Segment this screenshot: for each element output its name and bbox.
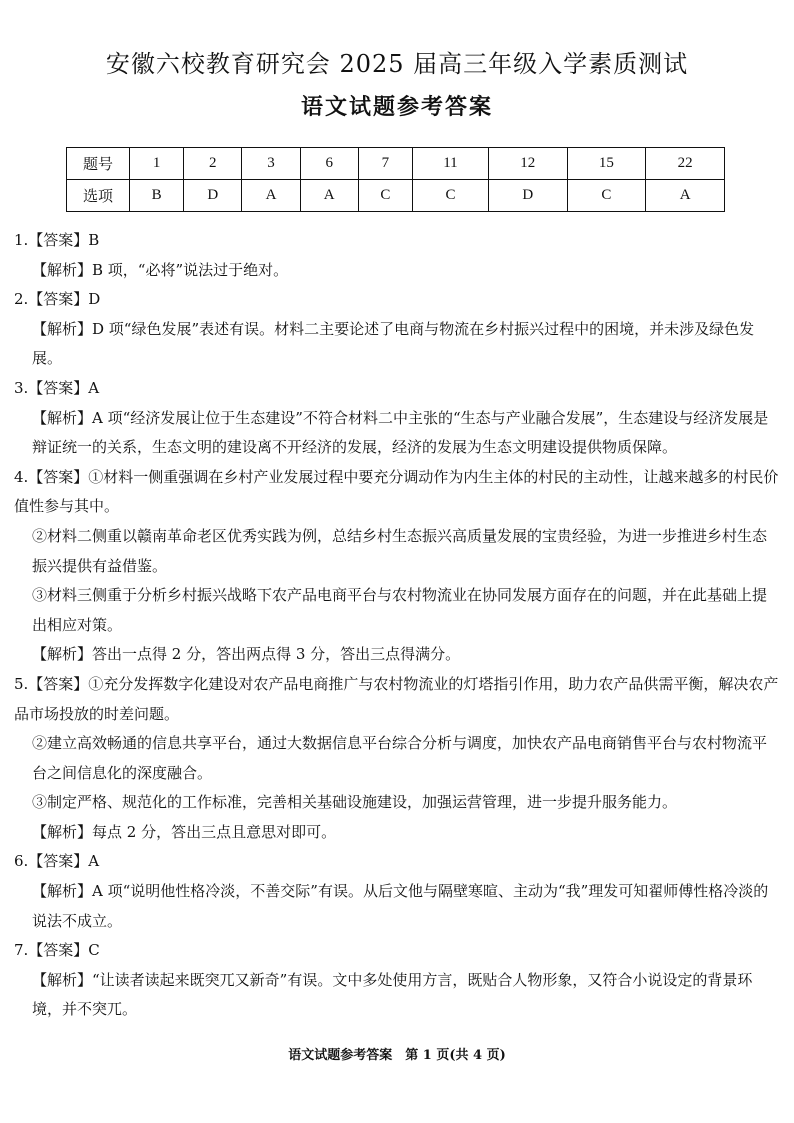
q7-answer: 7.【答案】C (14, 941, 100, 960)
question-number-cell: 7 (358, 148, 412, 180)
answer-option-cell: D (184, 180, 242, 212)
question-number-cell: 12 (488, 148, 567, 180)
answer-option-row (67, 180, 725, 212)
question-number-cell: 1 (130, 148, 184, 180)
q2-analysis: 【解析】D 项“绿色发展”表述有误。材料二主要论述了电商与物流在乡村振兴过程中的困境，并未涉及绿色发展。 (32, 319, 755, 368)
q4-point-3: ③材料三侧重于分析乡村振兴战略下农产品电商平台与农村物流业在协同发展方面存在的问题，并在此基础上提出相应对策。 (32, 586, 768, 634)
q5-point-3: ③制定严格、规范化的工作标准，完善相关基础设施建设，加强运营管理，进一步提升服务能力。 (32, 793, 678, 812)
q3-answer: 3.【答案】A (14, 378, 100, 397)
exam-title: 安徽六校教育研究会 2025 届高三年级入学素质测试 (105, 50, 689, 78)
answer-key-table (66, 147, 725, 212)
answer-explanations (14, 226, 780, 1025)
answer-option-cell: B (130, 180, 184, 212)
answer-option-cell: D (488, 180, 567, 212)
page-footer: 语文试题参考答案 第 1 页(共 4 页) (288, 1048, 506, 1063)
answer-option-cell: C (567, 180, 646, 212)
question-number-cell: 2 (184, 148, 242, 180)
question-number-cell: 11 (412, 148, 488, 180)
q5-point-2: ②建立高效畅通的信息共享平台，通过大数据信息平台综合分析与调度，加快农产品电商销售平台与农村物流平台之间信息化的深度融合。 (32, 734, 768, 782)
q4-analysis: 【解析】答出一点得 2 分，答出两点得 3 分，答出三点得满分。 (32, 645, 461, 664)
q2-answer: 2.【答案】D (14, 290, 101, 309)
q1-answer: 1.【答案】B (14, 231, 100, 249)
q1-analysis: 【解析】B 项，“必将”说法过于绝对。 (32, 260, 289, 279)
question-number-cell: 6 (300, 148, 358, 180)
question-number-cell: 15 (567, 148, 646, 180)
answer-option-cell: A (242, 180, 300, 212)
question-number-row (67, 148, 725, 180)
question-number-cell: 22 (646, 148, 725, 180)
answer-option-cell: A (300, 180, 358, 212)
answer-option-cell: A (646, 180, 725, 212)
q3-analysis: 【解析】A 项“经济发展让位于生态建设”不符合材料二中主张的“生态与产业融合发展”，生态建设与经济发展是辩证统一的关系，生态文明的建设离不开经济的发展，经济的发展为生态文明建设提供物质保障。 (32, 408, 769, 457)
q5-analysis: 【解析】每点 2 分，答出三点且意思对即可。 (32, 822, 337, 841)
q6-analysis: 【解析】A 项“说明他性格冷淡，不善交际”有误。从后文他与隔壁寒暄、主动为“我”理发可知翟师傅性格冷淡的说法不成立。 (32, 882, 769, 930)
q5-answer: 5.【答案】①充分发挥数字化建设对农产品电商推广与农村物流业的灯塔指引作用，助力农产品供需平衡，解决农产品市场投放的时差问题。 (14, 674, 779, 723)
question-number-cell: 3 (242, 148, 300, 180)
q7-analysis: 【解析】“让读者读起来既突兀又新奇”有误。文中多处使用方言，既贴合人物形象，又符合小说设定的背景环境，并不突兀。 (32, 970, 753, 1019)
answer-option-cell: C (412, 180, 488, 212)
answer-option-cell: C (358, 180, 412, 212)
row-label-question: 题号 (67, 148, 130, 180)
document-subtitle: 语文试题参考答案 (300, 94, 493, 120)
q4-answer: 4.【答案】①材料一侧重强调在乡村产业发展过程中要充分调动作为内生主体的村民的主动性，让越来越多的村民价值性参与其中。 (14, 467, 779, 516)
q4-point-2: ②材料二侧重以赣南革命老区优秀实践为例，总结乡村生态振兴高质量发展的宝贵经验，为进一步推进乡村生态振兴提供有益借鉴。 (32, 526, 768, 575)
row-label-option: 选项 (67, 180, 130, 212)
q6-answer: 6.【答案】A (14, 852, 100, 871)
